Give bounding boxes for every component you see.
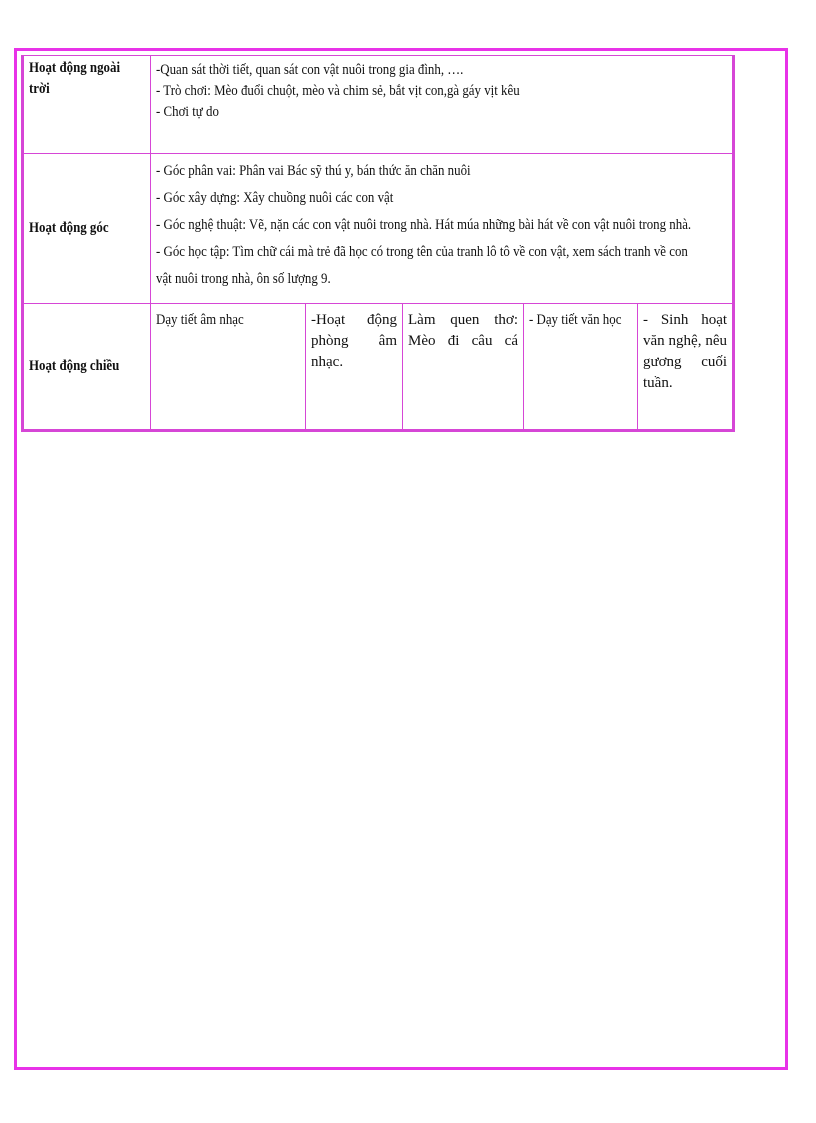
outdoor-line: - Chơi tự do [156, 104, 219, 120]
table-row-outdoor [23, 56, 734, 154]
row-label-outdoor: Hoạt động ngoài trời [23, 56, 151, 154]
corner-content [151, 154, 734, 304]
corner-line: - Góc nghệ thuật: Vẽ, nặn các con vật nuôi trong nhà. Hát múa những bài hát về con vật nuôi trong nhà. [156, 217, 692, 233]
afternoon-day-5: - Sinh hoạt văn nghệ, nêu gương cuối tuần. [638, 304, 734, 431]
afternoon-day-4: - Dạy tiết văn học [524, 304, 638, 431]
corner-line: - Góc học tập: Tìm chữ cái mà trẻ đã học có trong tên của tranh lô tô về con vật, xem sách tranh về con [156, 244, 688, 260]
outdoor-content [151, 56, 734, 154]
afternoon-day-2: -Hoạt động phòng âm nhạc. [306, 304, 403, 431]
outdoor-line: -Quan sát thời tiết, quan sát con vật nuôi trong gia đình, …. [156, 62, 464, 78]
corner-line: vật nuôi trong nhà, ôn số lượng 9. [156, 271, 331, 287]
corner-line: - Góc xây dựng: Xây chuồng nuôi các con vật [156, 190, 394, 206]
outdoor-line: - Trò chơi: Mèo đuổi chuột, mèo và chim sẻ, bắt vịt con,gà gáy vịt kêu [156, 83, 520, 99]
table-row-afternoon [23, 304, 734, 431]
corner-line: - Góc phân vai: Phân vai Bác sỹ thú y, bán thức ăn chăn nuôi [156, 163, 471, 179]
row-label-corner: Hoạt động góc [23, 154, 151, 304]
row-label-afternoon: Hoạt động chiều [23, 304, 151, 431]
table-row-corner [23, 154, 734, 304]
afternoon-day-1: Dạy tiết âm nhạc [151, 304, 306, 431]
afternoon-day-3: Làm quen thơ: Mèo đi câu cá [403, 304, 524, 431]
activity-table [21, 55, 735, 432]
